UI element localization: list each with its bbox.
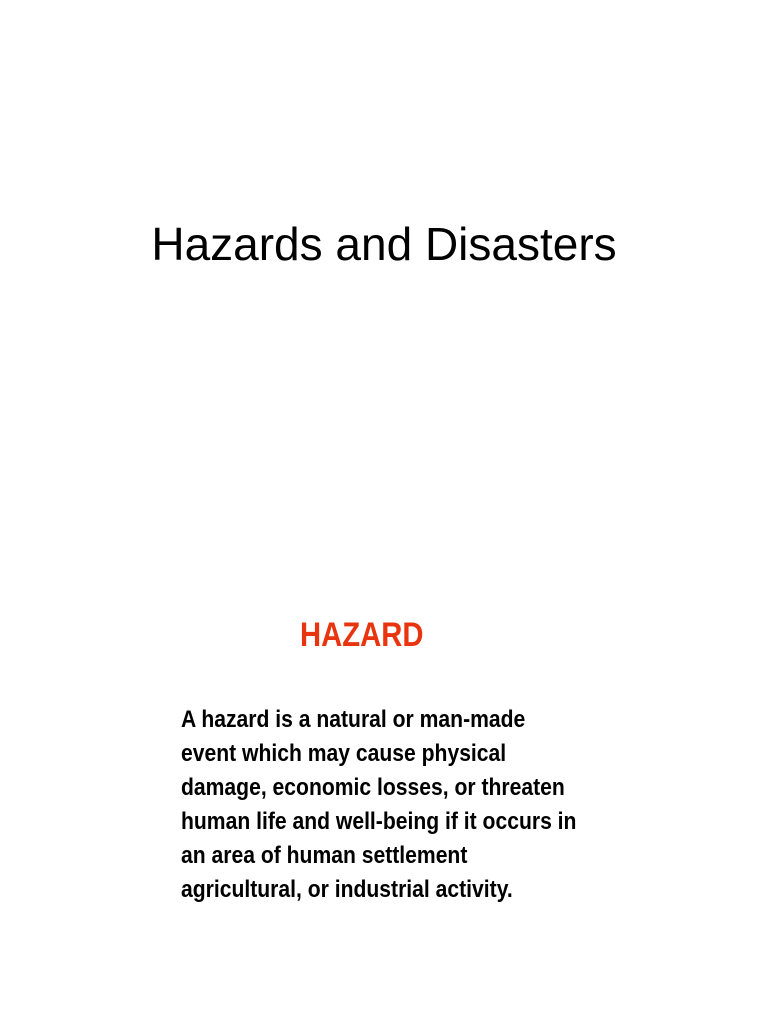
definition-line: agricultural, or industrial activity.	[181, 876, 513, 903]
definition-line: event which may cause physical	[181, 740, 507, 767]
hazard-definition	[181, 703, 681, 907]
definition-line: an area of human settlement	[181, 842, 468, 869]
page-title: Hazards and Disasters	[151, 218, 617, 270]
definition-line: human life and well-being if it occurs in	[181, 808, 577, 835]
definition-line: A hazard is a natural or man-made	[181, 706, 526, 733]
section-heading-hazard: HAZARD	[300, 616, 424, 654]
definition-line: damage, economic losses, or threaten	[181, 774, 565, 801]
